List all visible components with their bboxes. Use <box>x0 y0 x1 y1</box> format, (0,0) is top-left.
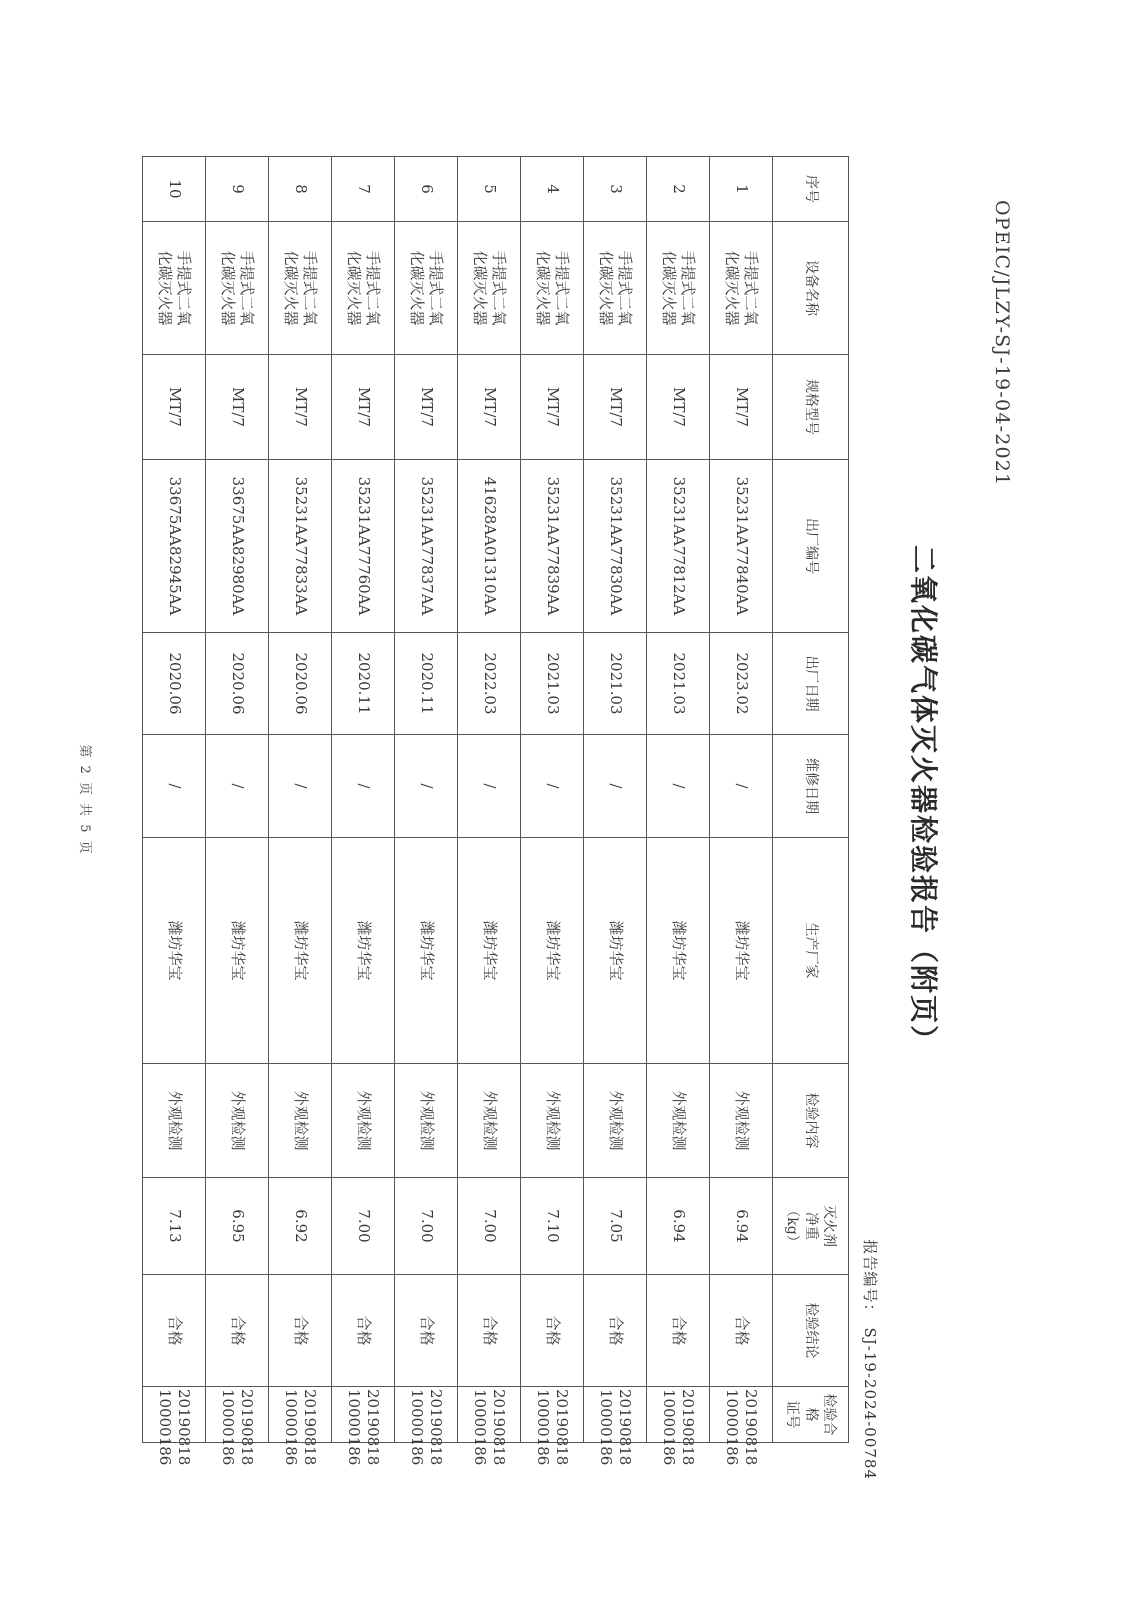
cell-cert-line1: 20190818 <box>490 1389 509 1466</box>
cell-name <box>269 222 332 355</box>
cell-manufacturer: 潍坊华宝 <box>332 838 395 1064</box>
cell-name-line2: 化碳灭火器 <box>534 250 552 326</box>
cell-weight: 7.10 <box>521 1178 584 1275</box>
cell-mfg-date: 2021.03 <box>647 633 710 735</box>
col-header-cert-line1: 检验合格 <box>802 1393 837 1436</box>
cell-weight: 7.05 <box>584 1178 647 1275</box>
cell-cert <box>332 1387 395 1466</box>
cell-manufacturer: 潍坊华宝 <box>206 838 269 1064</box>
cell-name <box>458 222 521 355</box>
cell-name-line1: 手提式二氧 <box>364 250 383 326</box>
cell-name <box>143 222 206 355</box>
cell-name-line1: 手提式二氧 <box>427 250 446 326</box>
cell-mfg-date: 2020.06 <box>206 633 269 735</box>
cell-content: 外观检测 <box>206 1064 269 1178</box>
cell-weight: 6.95 <box>206 1178 269 1275</box>
table-row <box>647 157 710 1443</box>
cell-name-line2: 化碳灭火器 <box>471 250 489 326</box>
cell-cert-line2: 10000186 <box>345 1389 363 1466</box>
cell-name-line1: 手提式二氧 <box>301 250 320 326</box>
col-header-weight <box>773 1178 849 1275</box>
cell-cert-line1: 20190818 <box>427 1389 446 1466</box>
table-row <box>395 157 458 1443</box>
cell-seq: 3 <box>584 157 647 222</box>
cell-mfg-date: 2021.03 <box>521 633 584 735</box>
cell-serial: 35231AA77833AA <box>269 460 332 633</box>
cell-seq: 8 <box>269 157 332 222</box>
cell-name-line1: 手提式二氧 <box>238 250 257 326</box>
cell-model: MT/7 <box>458 355 521 460</box>
cell-content: 外观检测 <box>143 1064 206 1178</box>
cell-conclusion: 合格 <box>269 1275 332 1387</box>
cell-serial: 33675AA82945AA <box>143 460 206 633</box>
cell-cert <box>269 1387 332 1466</box>
cell-conclusion: 合格 <box>710 1275 773 1387</box>
cell-weight: 6.94 <box>647 1178 710 1275</box>
cell-content: 外观检测 <box>458 1064 521 1178</box>
cell-cert-line2: 10000186 <box>219 1389 237 1466</box>
table-row <box>269 157 332 1443</box>
cell-name-line1: 手提式二氧 <box>742 250 761 326</box>
cell-serial: 41628AA01310AA <box>458 460 521 633</box>
cell-content: 外观检测 <box>332 1064 395 1178</box>
cell-conclusion: 合格 <box>584 1275 647 1387</box>
col-header-conclusion: 检验结论 <box>773 1275 849 1387</box>
cell-serial: 35231AA77812AA <box>647 460 710 633</box>
cell-manufacturer: 潍坊华宝 <box>458 838 521 1064</box>
col-header-cert <box>773 1387 849 1443</box>
cell-cert-line2: 10000186 <box>156 1389 174 1466</box>
page-title: 二氧化碳气体灭火器检验报告（附页） <box>907 544 940 1055</box>
cell-model: MT/7 <box>647 355 710 460</box>
cell-name-line2: 化碳灭火器 <box>282 250 300 326</box>
cell-manufacturer: 潍坊华宝 <box>269 838 332 1064</box>
table-header-row <box>773 157 849 1443</box>
cell-content: 外观检测 <box>269 1064 332 1178</box>
cell-name-line2: 化碳灭火器 <box>597 250 615 326</box>
col-header-cert-line2: 证号 <box>784 1400 801 1429</box>
cell-manufacturer: 潍坊华宝 <box>395 838 458 1064</box>
cell-repair-date: / <box>395 735 458 838</box>
col-header-weight-line2: 净重 <box>802 1212 819 1240</box>
cell-cert <box>143 1387 206 1466</box>
cell-conclusion: 合格 <box>647 1275 710 1387</box>
table-row <box>332 157 395 1443</box>
cell-content: 外观检测 <box>710 1064 773 1178</box>
cell-content: 外观检测 <box>584 1064 647 1178</box>
table-body <box>143 157 773 1466</box>
cell-manufacturer: 潍坊华宝 <box>584 838 647 1064</box>
cell-name-line1: 手提式二氧 <box>553 250 572 326</box>
cell-repair-date: / <box>269 735 332 838</box>
col-header-content: 检验内容 <box>773 1064 849 1178</box>
cell-name <box>332 222 395 355</box>
cell-name-line1: 手提式二氧 <box>679 250 698 326</box>
cell-mfg-date: 2020.11 <box>395 633 458 735</box>
cell-serial: 35231AA77830AA <box>584 460 647 633</box>
cell-manufacturer: 潍坊华宝 <box>647 838 710 1064</box>
col-header-repair-date: 维修日期 <box>773 735 849 838</box>
col-header-weight-line1: 灭火剂 <box>820 1205 837 1247</box>
cell-cert-line1: 20190818 <box>679 1389 698 1466</box>
cell-name-line1: 手提式二氧 <box>175 250 194 326</box>
cell-weight: 7.00 <box>332 1178 395 1275</box>
report-number-label: 报告编号： <box>861 1239 879 1320</box>
cell-mfg-date: 2020.11 <box>332 633 395 735</box>
cell-conclusion: 合格 <box>143 1275 206 1387</box>
cell-repair-date: / <box>647 735 710 838</box>
cell-model: MT/7 <box>143 355 206 460</box>
cell-repair-date: / <box>143 735 206 838</box>
cell-mfg-date: 2022.03 <box>458 633 521 735</box>
cell-cert <box>206 1387 269 1466</box>
cell-repair-date: / <box>206 735 269 838</box>
cell-conclusion: 合格 <box>332 1275 395 1387</box>
col-header-weight-line3: （kg） <box>784 1203 801 1249</box>
cell-mfg-date: 2020.06 <box>143 633 206 735</box>
cell-model: MT/7 <box>710 355 773 460</box>
cell-seq: 6 <box>395 157 458 222</box>
col-header-model: 规格型号 <box>773 355 849 460</box>
cell-content: 外观检测 <box>521 1064 584 1178</box>
cell-name <box>647 222 710 355</box>
cell-name <box>521 222 584 355</box>
cell-serial: 35231AA77839AA <box>521 460 584 633</box>
cell-cert-line1: 20190818 <box>616 1389 635 1466</box>
cell-cert-line1: 20190818 <box>742 1389 761 1466</box>
cell-serial: 35231AA77837AA <box>395 460 458 633</box>
table-row <box>458 157 521 1443</box>
cell-seq: 7 <box>332 157 395 222</box>
cell-weight: 7.00 <box>395 1178 458 1275</box>
col-header-seq: 序号 <box>773 157 849 222</box>
cell-name <box>710 222 773 355</box>
cell-cert-line2: 10000186 <box>282 1389 300 1466</box>
cell-cert-line2: 10000186 <box>471 1389 489 1466</box>
cell-serial: 35231AA77760AA <box>332 460 395 633</box>
cell-repair-date: / <box>584 735 647 838</box>
cell-conclusion: 合格 <box>458 1275 521 1387</box>
cell-cert-line1: 20190818 <box>175 1389 194 1466</box>
cell-cert <box>584 1387 647 1466</box>
report-number-value: SJ-19-2024-00784 <box>861 1327 879 1480</box>
table-row <box>710 157 773 1443</box>
cell-manufacturer: 潍坊华宝 <box>143 838 206 1064</box>
table-row <box>584 157 647 1443</box>
cell-name-line2: 化碳灭火器 <box>723 250 741 326</box>
cell-weight: 7.13 <box>143 1178 206 1275</box>
col-header-mfg-date: 出厂日期 <box>773 633 849 735</box>
cell-name-line2: 化碳灭火器 <box>219 250 237 326</box>
cell-repair-date: / <box>710 735 773 838</box>
cell-name-line1: 手提式二氧 <box>616 250 635 326</box>
table-row <box>143 157 206 1443</box>
cell-name-line2: 化碳灭火器 <box>408 250 426 326</box>
cell-cert-line2: 10000186 <box>660 1389 678 1466</box>
inspection-table <box>142 156 849 1466</box>
cell-content: 外观检测 <box>647 1064 710 1178</box>
cell-cert-line1: 20190818 <box>238 1389 257 1466</box>
cell-model: MT/7 <box>395 355 458 460</box>
cell-seq: 1 <box>710 157 773 222</box>
document-code: OPEIC/JLZY-SJ-19-04-2021 <box>991 200 1013 487</box>
cell-cert <box>647 1387 710 1466</box>
cell-manufacturer: 潍坊华宝 <box>521 838 584 1064</box>
cell-seq: 9 <box>206 157 269 222</box>
cell-cert-line2: 10000186 <box>408 1389 426 1466</box>
cell-name <box>206 222 269 355</box>
page-footer: 第 2 页 共 5 页 <box>77 744 92 856</box>
cell-model: MT/7 <box>206 355 269 460</box>
cell-seq: 10 <box>143 157 206 222</box>
cell-seq: 2 <box>647 157 710 222</box>
cell-model: MT/7 <box>332 355 395 460</box>
cell-mfg-date: 2023.02 <box>710 633 773 735</box>
cell-weight: 7.00 <box>458 1178 521 1275</box>
cell-name <box>584 222 647 355</box>
col-header-manufacturer: 生产厂家 <box>773 838 849 1064</box>
cell-cert-line1: 20190818 <box>301 1389 320 1466</box>
table-row <box>521 157 584 1443</box>
cell-name-line2: 化碳灭火器 <box>660 250 678 326</box>
cell-conclusion: 合格 <box>395 1275 458 1387</box>
cell-model: MT/7 <box>269 355 332 460</box>
cell-name-line1: 手提式二氧 <box>490 250 509 326</box>
cell-name-line2: 化碳灭火器 <box>345 250 363 326</box>
cell-cert <box>395 1387 458 1466</box>
cell-cert <box>458 1387 521 1466</box>
cell-mfg-date: 2021.03 <box>584 633 647 735</box>
cell-mfg-date: 2020.06 <box>269 633 332 735</box>
table-row <box>206 157 269 1443</box>
col-header-serial: 出厂编号 <box>773 460 849 633</box>
cell-manufacturer: 潍坊华宝 <box>710 838 773 1064</box>
cell-model: MT/7 <box>521 355 584 460</box>
cell-conclusion: 合格 <box>521 1275 584 1387</box>
cell-serial: 33675AA82980AA <box>206 460 269 633</box>
cell-model: MT/7 <box>584 355 647 460</box>
cell-content: 外观检测 <box>395 1064 458 1178</box>
cell-seq: 4 <box>521 157 584 222</box>
cell-seq: 5 <box>458 157 521 222</box>
cell-weight: 6.94 <box>710 1178 773 1275</box>
cell-weight: 6.92 <box>269 1178 332 1275</box>
cell-repair-date: / <box>521 735 584 838</box>
cell-repair-date: / <box>458 735 521 838</box>
cell-name <box>395 222 458 355</box>
cell-conclusion: 合格 <box>206 1275 269 1387</box>
cell-cert-line2: 10000186 <box>597 1389 615 1466</box>
cell-serial: 35231AA77840AA <box>710 460 773 633</box>
col-header-name: 设备名称 <box>773 222 849 355</box>
cell-repair-date: / <box>332 735 395 838</box>
cell-cert-line1: 20190818 <box>553 1389 572 1466</box>
cell-cert-line2: 10000186 <box>723 1389 741 1466</box>
cell-name-line2: 化碳灭火器 <box>156 250 174 326</box>
cell-cert <box>521 1387 584 1466</box>
report-number <box>860 1232 881 1481</box>
cell-cert-line1: 20190818 <box>364 1389 383 1466</box>
cell-cert-line2: 10000186 <box>534 1389 552 1466</box>
cell-cert <box>710 1387 773 1466</box>
